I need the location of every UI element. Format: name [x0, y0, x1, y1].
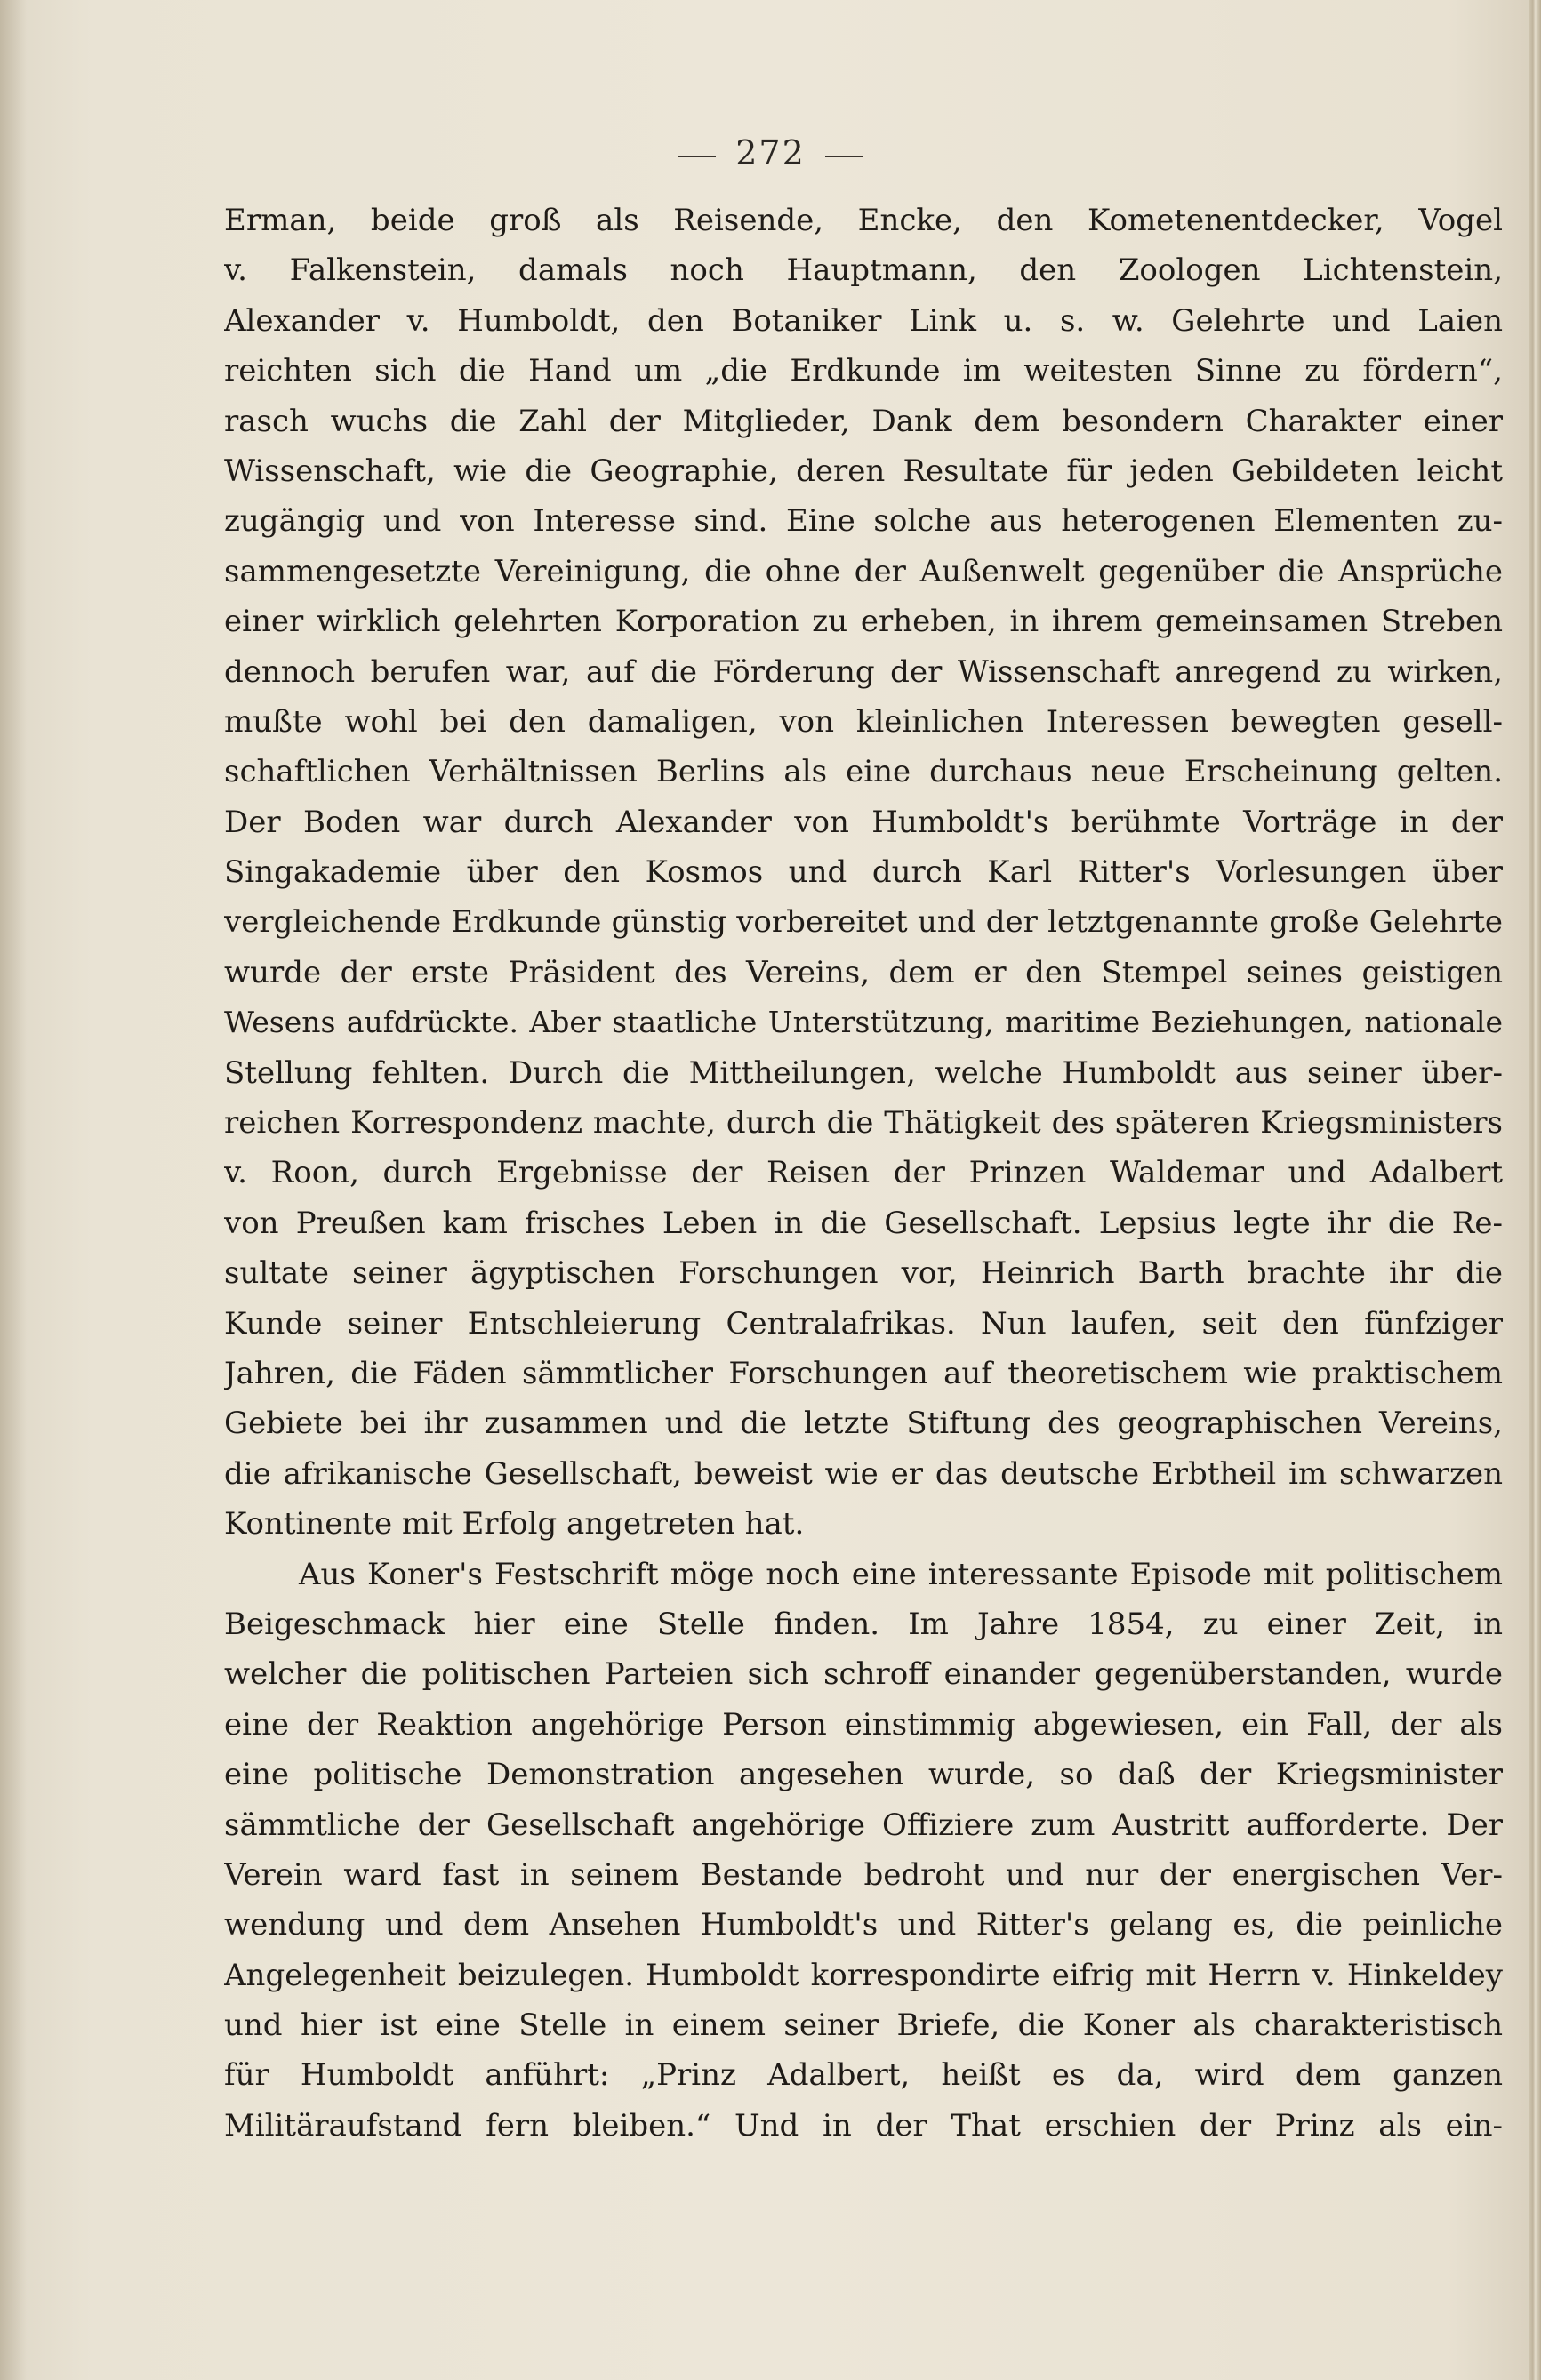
- text-line: Wesens aufdrückte. Aber staatliche Unterstützung, maritime Beziehungen, nationale: [224, 1005, 1503, 1040]
- text-line: Gebiete bei ihr zusammen und die letzte Stiftung des geographischen Vereins,: [224, 1406, 1503, 1442]
- text-line: wurde der erste Präsident des Vereins, dem er den Stempel seines geistigen: [224, 954, 1503, 990]
- text-line-paragraph-start: Aus Koner's Festschrift möge noch eine interessante Episode mit politischem: [299, 1556, 1503, 1592]
- text-line: Angelegenheit beizulegen. Humboldt korrespondirte eifrig mit Herrn v. Hinkeldey: [224, 1957, 1503, 1993]
- body-text: [224, 196, 1503, 2151]
- page-number: [0, 133, 1541, 172]
- page-gutter-shadow: [0, 0, 27, 2380]
- text-line-paragraph-end: Kontinente mit Erfolg angetreten hat.: [224, 1506, 805, 1543]
- text-line: Stellung fehlten. Durch die Mittheilungen, welche Humboldt aus seiner über-: [224, 1054, 1503, 1091]
- page-stack-edge: [1529, 0, 1541, 2380]
- text-line: Der Boden war durch Alexander von Humboldt's berühmte Vorträge in der: [224, 804, 1503, 840]
- text-line: sultate seiner ägyptischen Forschungen vor, Heinrich Barth brachte ihr die: [224, 1255, 1503, 1292]
- text-line: reichen Korrespondenz machte, durch die Thätigkeit des späteren Kriegsministers: [224, 1105, 1503, 1142]
- text-line: wendung und dem Ansehen Humboldt's und Ritter's gelang es, die peinliche: [224, 1907, 1503, 1943]
- text-line: Jahren, die Fäden sämmtlicher Forschungen auf theoretischem wie praktischem: [224, 1355, 1503, 1391]
- text-line: dennoch berufen war, auf die Förderung der Wissenschaft anregend zu wirken,: [224, 653, 1503, 690]
- text-line: eine der Reaktion angehörige Person einstimmig abgewiesen, ein Fall, der als: [224, 1706, 1503, 1743]
- text-line: Wissenschaft, wie die Geographie, deren Resultate für jeden Gebildeten leicht: [224, 453, 1503, 489]
- text-line: schaftlichen Verhältnissen Berlins als eine durchaus neue Erscheinung gelten.: [224, 754, 1503, 790]
- text-line: v. Falkenstein, damals noch Hauptmann, den Zoologen Lichtenstein,: [224, 252, 1503, 289]
- text-line: von Preußen kam frisches Leben in die Gesellschaft. Lepsius legte ihr die Re-: [224, 1205, 1503, 1241]
- text-line: welcher die politischen Parteien sich schroff einander gegenüberstanden, wurde: [224, 1656, 1503, 1693]
- text-line: mußte wohl bei den damaligen, von kleinlichen Interessen bewegten gesell-: [224, 703, 1503, 740]
- text-line: Verein ward fast in seinem Bestande bedroht und nur der energischen Ver-: [224, 1856, 1503, 1893]
- text-line: vergleichende Erdkunde günstig vorbereitet und der letztgenannte große Gelehrte: [224, 904, 1503, 941]
- text-line: reichten sich die Hand um „die Erdkunde im weitesten Sinne zu fördern“,: [224, 353, 1503, 389]
- text-line: v. Roon, durch Ergebnisse der Reisen der Prinzen Waldemar und Adalbert: [224, 1155, 1503, 1191]
- text-line: sammengesetzte Vereinigung, die ohne der Außenwelt gegenüber die Ansprüche: [224, 553, 1503, 589]
- text-line: Erman, beide groß als Reisende, Encke, den Kometenentdecker, Vogel: [224, 203, 1503, 238]
- text-line: Kunde seiner Entschleierung Centralafrikas. Nun laufen, seit den fünfziger: [224, 1305, 1503, 1342]
- page-number-dash-left: [678, 156, 716, 157]
- text-line: Singakademie über den Kosmos und durch Karl Ritter's Vorlesungen über: [224, 854, 1503, 891]
- text-line: sämmtliche der Gesellschaft angehörige Offiziere zum Austritt aufforderte. Der: [224, 1807, 1503, 1843]
- text-line: Militäraufstand fern bleiben.“ Und in der That erschien der Prinz als ein-: [224, 2107, 1503, 2144]
- text-line: für Humboldt anführt: „Prinz Adalbert, heißt es da, wird dem ganzen: [224, 2057, 1503, 2094]
- text-line: zugängig und von Interesse sind. Eine solche aus heterogenen Elementen zu-: [224, 503, 1503, 540]
- text-line: einer wirklich gelehrten Korporation zu erheben, in ihrem gemeinsamen Streben: [224, 604, 1503, 640]
- page-number-value: 272: [735, 133, 806, 172]
- page-number-dash-right: [825, 156, 863, 157]
- text-line: eine politische Demonstration angesehen wurde, so daß der Kriegsminister: [224, 1757, 1503, 1793]
- text-line: die afrikanische Gesellschaft, beweist wie er das deutsche Erbtheil im schwarzen: [224, 1455, 1503, 1492]
- text-line: rasch wuchs die Zahl der Mitglieder, Dank dem besondern Charakter einer: [224, 403, 1503, 439]
- text-line: Alexander v. Humboldt, den Botaniker Link u. s. w. Gelehrte und Laien: [224, 302, 1503, 339]
- text-line: Beigeschmack hier eine Stelle finden. Im Jahre 1854, zu einer Zeit, in: [224, 1606, 1503, 1642]
- text-line: und hier ist eine Stelle in einem seiner Briefe, die Koner als charakteristisch: [224, 2007, 1503, 2044]
